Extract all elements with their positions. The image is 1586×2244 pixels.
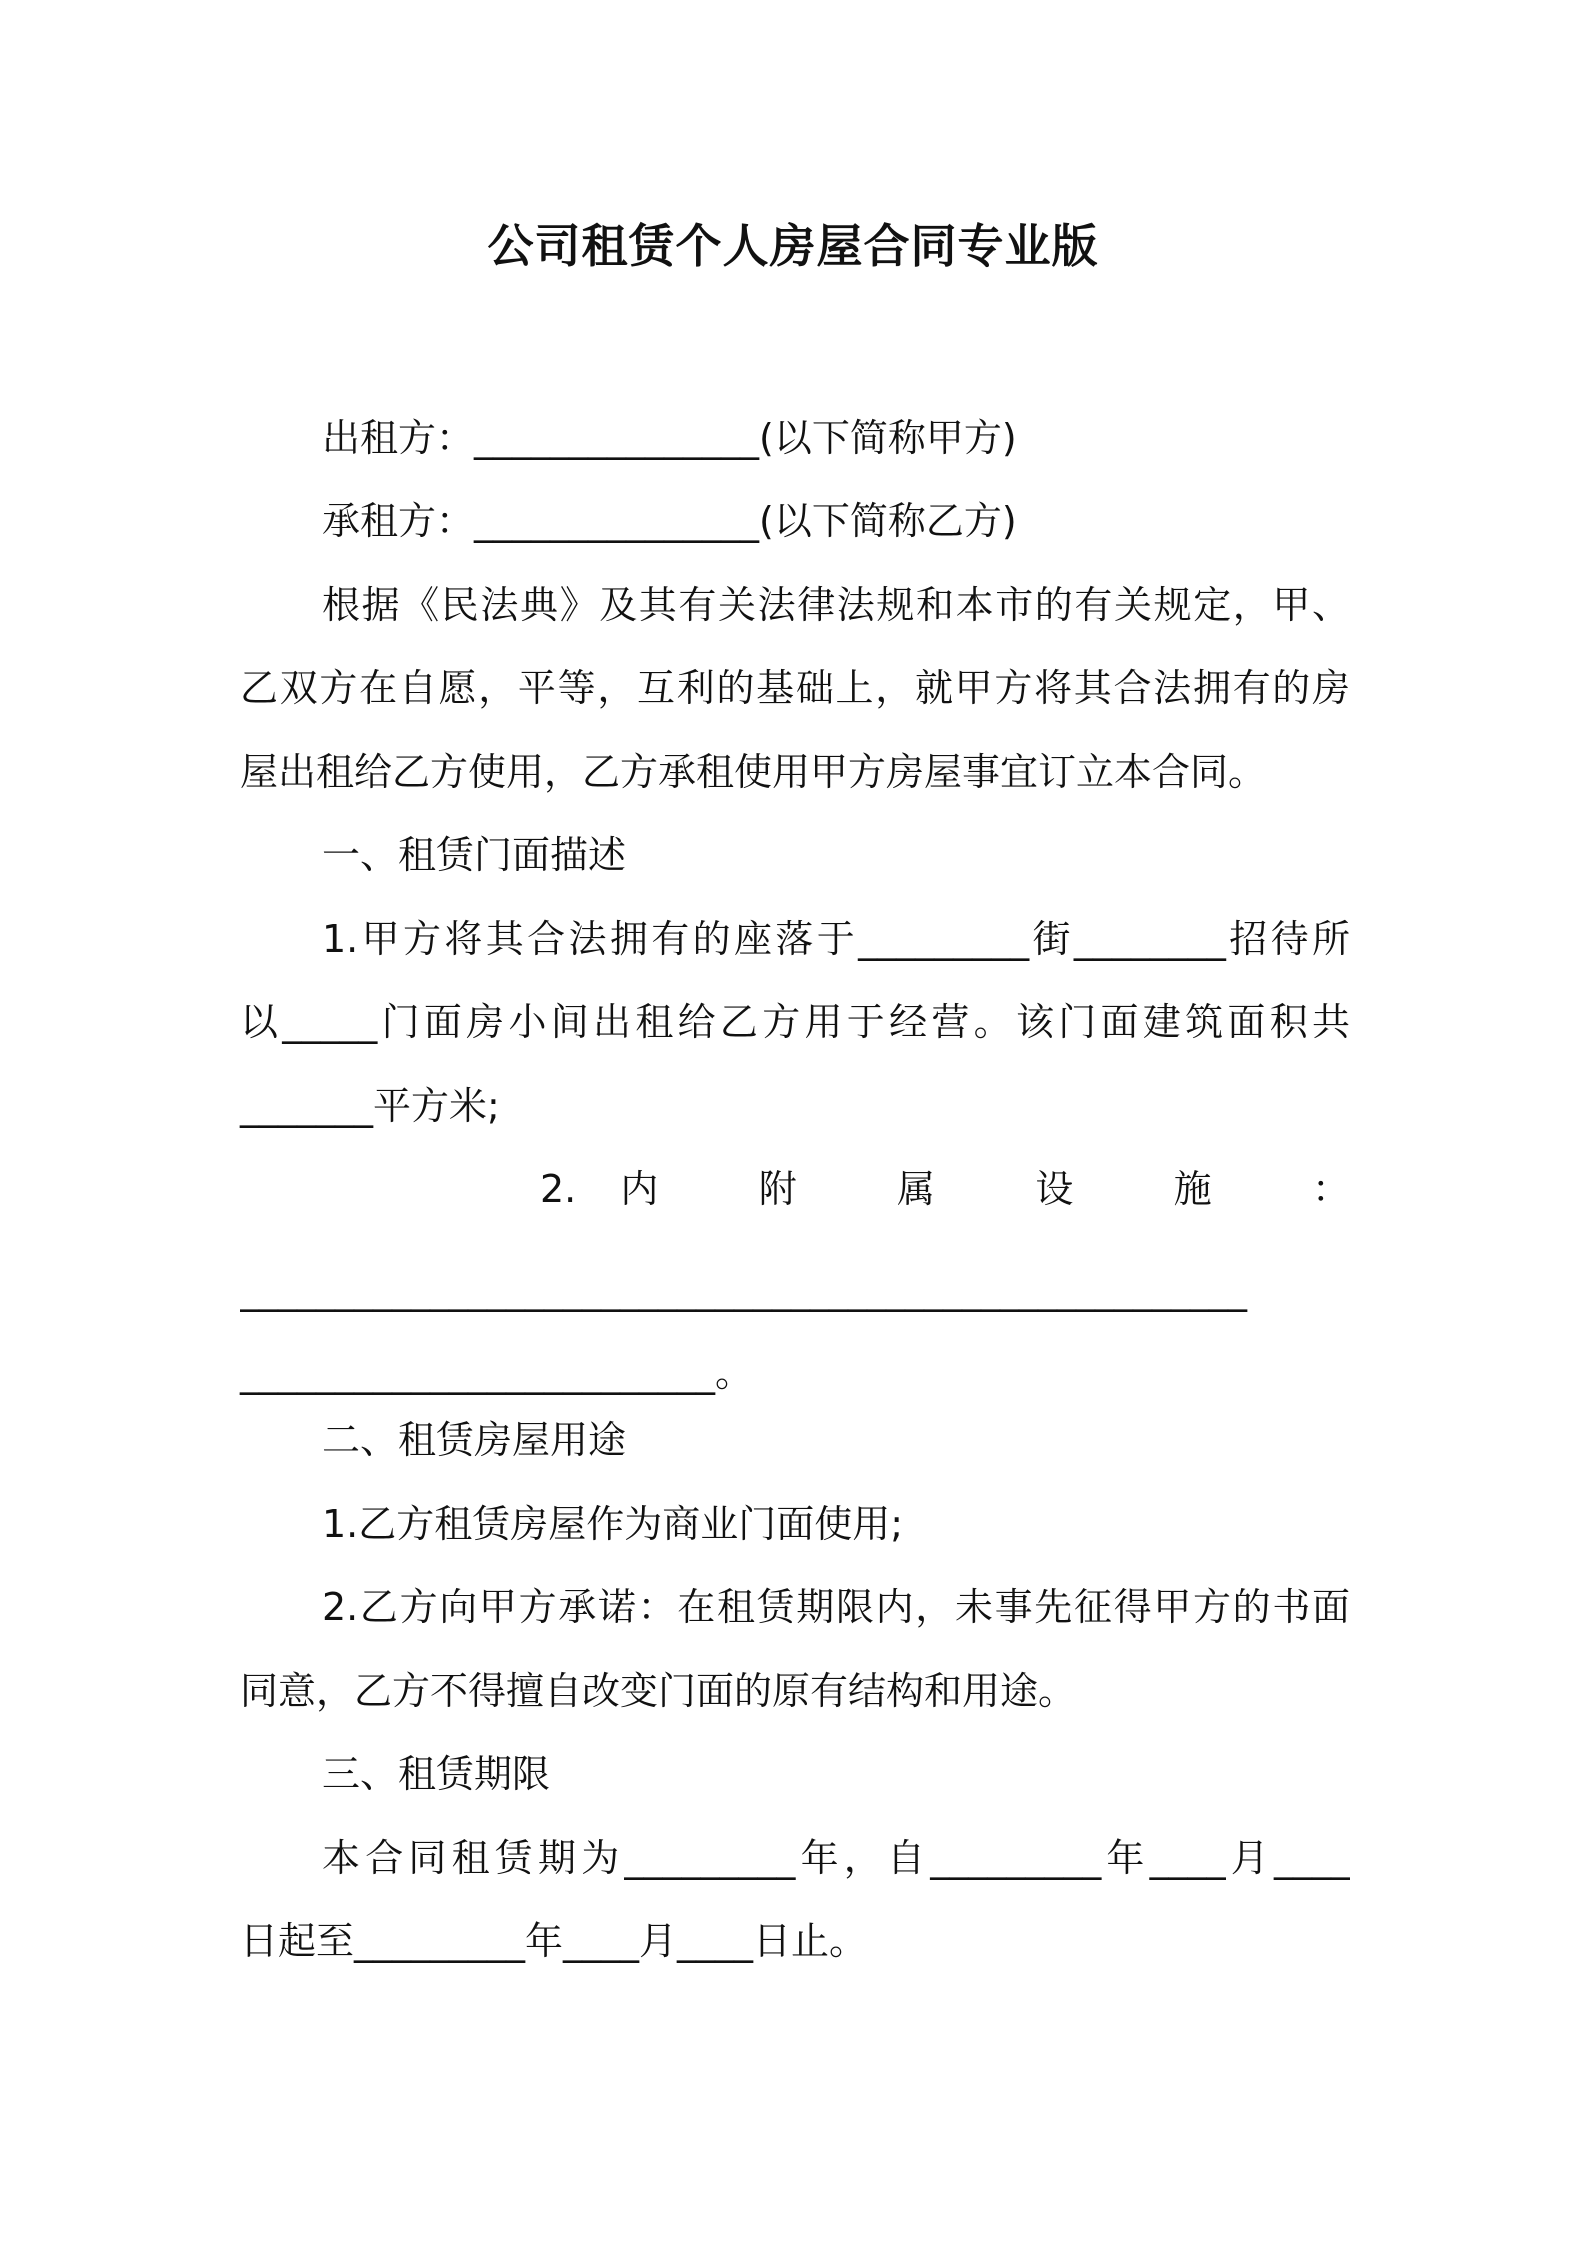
clause-3-line-2: 日起至_________年____月____日止。 (240, 1919, 868, 1963)
lessor-line: 出租方：_______________(以下简称甲方) (322, 416, 1017, 460)
clause-2-2-line-2: 同意，乙方不得擅自改变门面的原有结构和用途。 (240, 1669, 1077, 1713)
clause-1-1-line-3: _______平方米; (240, 1084, 500, 1128)
clause-1-1-line-2: 以_____门面房小间出租给乙方用于经营。该门面建筑面积共 (240, 1000, 1350, 1044)
section-heading-1: 一、租赁门面描述 (322, 833, 627, 877)
clause-1-2-blank-end: _________________________。 (240, 1351, 754, 1395)
preamble-line-1: 根据《民法典》及其有关法律法规和本市的有关规定，甲、 (322, 583, 1350, 627)
clause-2-2-line-1: 2.乙方向甲方承诺：在租赁期限内，未事先征得甲方的书面 (322, 1585, 1350, 1629)
clause-3-line-1: 本合同租赁期为_________年，自_________年____月____ (322, 1836, 1350, 1880)
lessee-line: 承租方：_______________(以下简称乙方) (322, 499, 1017, 543)
section-heading-2: 二、租赁房屋用途 (322, 1418, 627, 1462)
clause-1-2-line-1: 2.内 附 属 设 施 ： (540, 1167, 1350, 1211)
clause-1-2-blank-line: _____________________________________________________ (240, 1268, 1247, 1312)
clause-1-1-line-1: 1.甲方将其合法拥有的座落于_________街________招待所 (322, 917, 1350, 961)
section-heading-3: 三、租赁期限 (322, 1752, 551, 1796)
preamble-line-3: 屋出租给乙方使用，乙方承租使用甲方房屋事宜订立本合同。 (240, 750, 1267, 794)
preamble-line-2: 乙双方在自愿，平等，互利的基础上，就甲方将其合法拥有的房 (240, 666, 1350, 710)
document-title: 公司租赁个人房屋合同专业版 (487, 219, 1099, 273)
clause-2-1: 1.乙方租赁房屋作为商业门面使用; (322, 1502, 904, 1546)
